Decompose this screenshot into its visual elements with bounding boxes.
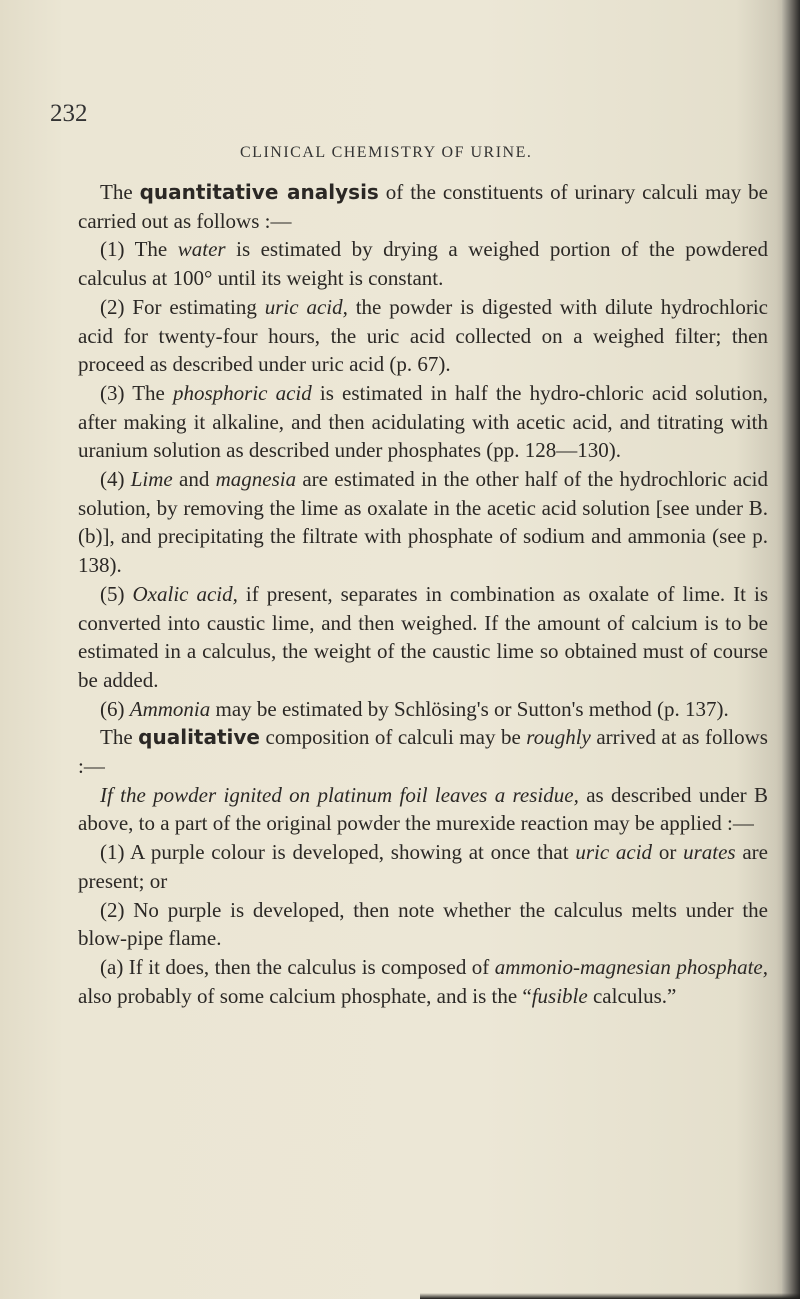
intro-paragraph [78, 178, 768, 235]
qual-mid: composition of calculi may be [260, 725, 527, 750]
intro-post: of the constituents of urinary calculi may be carried out as follows :— [78, 180, 768, 233]
step-2 [78, 293, 768, 379]
qualitative-heading: qualitative [138, 725, 260, 750]
step-number: (6) [100, 696, 130, 721]
step-number: (a) [100, 954, 129, 979]
step-text: and [172, 467, 216, 492]
qualitative-paragraph [78, 723, 768, 780]
step-term: fusible [531, 983, 588, 1008]
step-number: (2) [100, 897, 134, 922]
step-number: (3) [100, 380, 133, 405]
step-term: Oxalic acid, [132, 581, 238, 606]
step-term: uric acid [575, 840, 653, 865]
intro-pre: The [100, 180, 140, 204]
step-term: ammonio-magnesian phosphate, [494, 954, 768, 979]
step-text: The [132, 380, 173, 405]
step-text: also probably of some calcium phosphate, and is the “ [78, 983, 532, 1008]
step-text: are estimated in the other half of the hydrochloric acid solution, by removing the lime as oxalate in the acetic acid solution [see under B. (b)], and precipitating the filtrate with phosphate of sodium and ammonia (see p. 138). [78, 467, 768, 578]
step-text: calculus.” [587, 983, 677, 1008]
step-text: may be estimated by Schlösing's or Sutton's method (p. 137). [210, 696, 729, 721]
step-number: (2) [100, 294, 133, 319]
step-text: is estimated in half the hydro-chloric acid solution, after making it alkaline, and then acidulating with acetic acid, and titrating with uranium solution as described under phosphates (pp. 128—130). [78, 380, 769, 463]
step-text: If it does, then the calculus is composed of [128, 954, 495, 979]
step-term: water [177, 237, 226, 262]
step-term: Ammonia [129, 696, 211, 721]
condition-paragraph [78, 781, 768, 838]
step-6 [78, 695, 768, 724]
qual-step-a [78, 953, 768, 1010]
step-1 [78, 235, 768, 292]
step-number: (4) [100, 467, 131, 492]
step-text: the powder is digested with dilute hydrochloric acid for twenty-four hours, the uric acid collected on a weighed filter; then proceed as described under uric acid (p. 67). [78, 294, 768, 377]
step-text: is estimated by drying a weighed portion of the powdered calculus at 100° until its weight is constant. [78, 237, 768, 291]
body-text [78, 178, 768, 1010]
page-number: 232 [50, 100, 88, 127]
qual-pre: The [100, 725, 139, 750]
step-term: uric acid, [264, 294, 348, 319]
step-term: urates [683, 840, 736, 865]
step-text: The [134, 237, 178, 262]
step-number: (1) [100, 840, 131, 865]
step-term: Lime [130, 467, 173, 492]
step-term: magnesia [215, 467, 297, 492]
qual-step-2 [78, 896, 768, 953]
quantitative-heading: quantitative analysis [139, 180, 379, 204]
step-number: (5) [100, 581, 133, 606]
step-3 [78, 379, 768, 465]
step-text: or [652, 840, 684, 865]
step-5 [78, 580, 768, 695]
step-text: if present, separates in combination as oxalate of lime. It is converted into caustic lime, and then weighed. If the amount of calcium is to be estimated in a calculus, the weight of the caustic lime so obtained must of course be added. [78, 581, 768, 692]
step-text: A purple colour is developed, showing at once that [130, 840, 576, 865]
step-4 [78, 465, 768, 580]
condition-text: as described under B above, to a part of the original powder the murexide reaction may be applied :— [78, 782, 768, 836]
running-title: CLINICAL CHEMISTRY OF URINE. [240, 144, 533, 161]
qual-post: arrived at as follows :— [78, 725, 768, 779]
book-spine-shadow [782, 0, 800, 1299]
step-term: phosphoric acid [173, 380, 312, 405]
step-text: No purple is developed, then note whether the calculus melts under the blow-pipe flame. [78, 897, 768, 951]
condition-italic: If the powder ignited on platinum foil leaves a residue, [100, 782, 579, 807]
qual-step-1 [78, 838, 768, 895]
step-number: (1) [100, 237, 135, 262]
page-bottom-shadow [420, 1293, 800, 1299]
step-text: are present; or [78, 840, 768, 893]
qual-term: roughly [526, 725, 591, 750]
step-text: For estimating [132, 294, 265, 319]
